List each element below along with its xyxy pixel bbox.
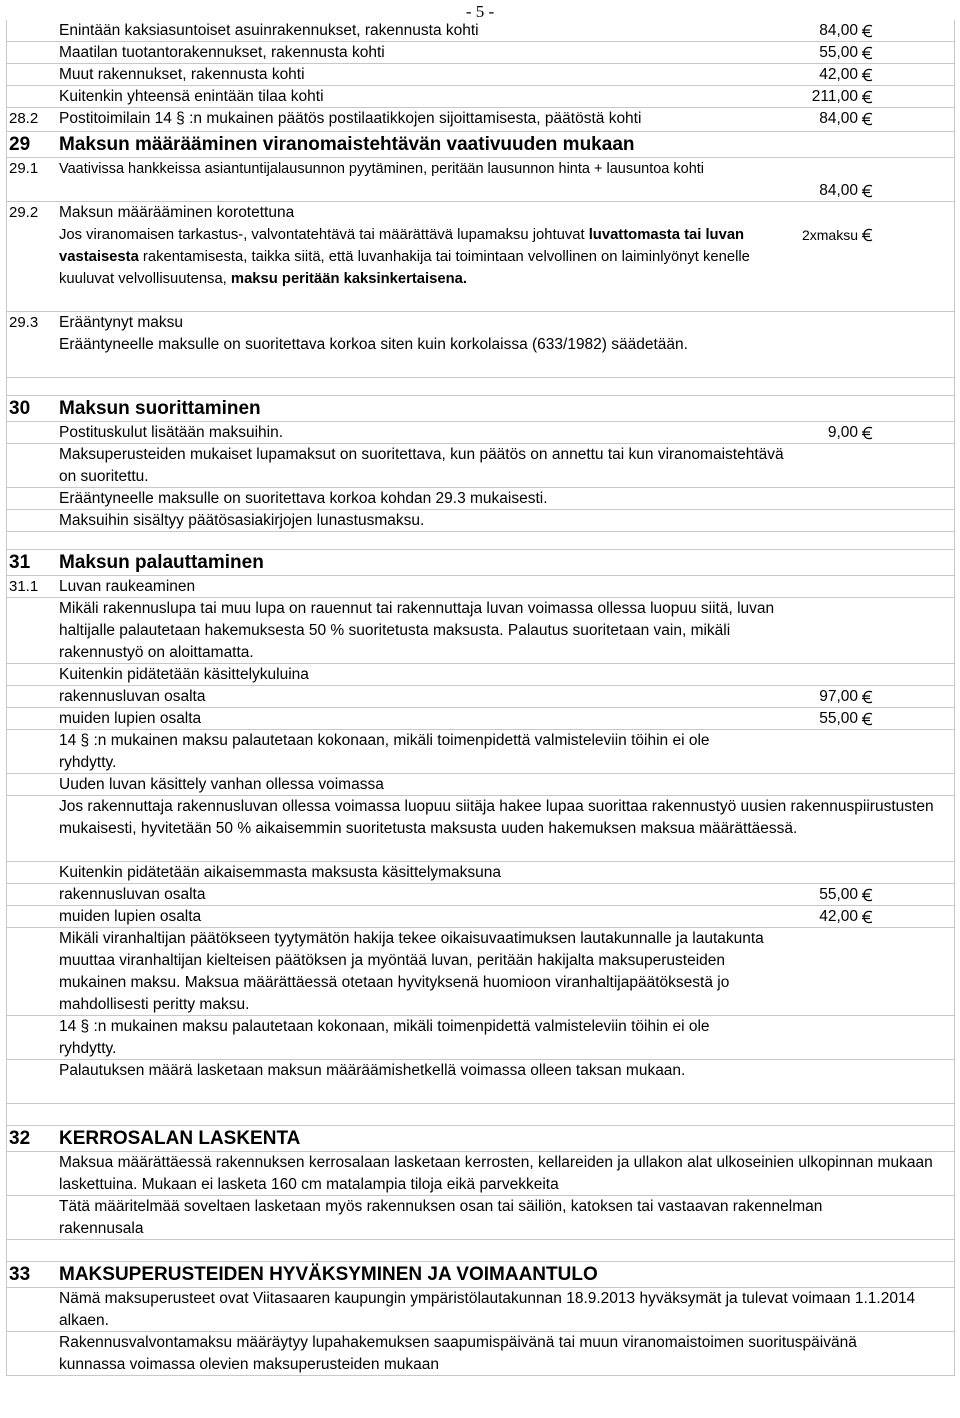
table-row — [7, 444, 955, 488]
euro-sign-icon — [862, 690, 874, 704]
table-row — [7, 64, 955, 86]
paragraph-text: Jos viranomaisen tarkastus-, valvontatehtävä tai määrättävä lupamaksu johtuvat — [59, 227, 585, 243]
section-heading-row — [7, 550, 955, 576]
row-value: 2xmaksu — [801, 227, 858, 243]
table-row — [7, 796, 955, 862]
table-row — [7, 1332, 955, 1376]
row-value: 42,00 — [819, 66, 858, 83]
row-text: Vaativissa hankkeissa asiantuntijalausunnon pyytäminen, peritään lausunnon hinta + lausuntoa kohti — [59, 161, 705, 177]
paragraph-bold-text: maksu peritään kaksinkertaisena. — [230, 271, 467, 287]
row-text: Rakennusvalvontamaksu määräytyy lupahakemuksen saapumispäivänä tai muun viranomaistoimen suorituspäivänä kunnassa voimassa olevien maksuperusteiden mukaan — [59, 1334, 857, 1373]
euro-sign-icon — [862, 24, 874, 38]
euro-sign-icon — [862, 888, 874, 902]
row-text: Maatilan tuotantorakennukset, rakennusta kohti — [59, 44, 385, 61]
section-number: 30 — [9, 398, 31, 419]
table-row — [7, 928, 955, 1016]
page-number: - 5 - — [465, 2, 495, 21]
row-text: Kuitenkin yhteensä enintään tilaa kohti — [59, 88, 324, 105]
section-title: MAKSUPERUSTEIDEN HYVÄKSYMINEN JA VOIMAANTULO — [59, 1264, 598, 1285]
row-text: Nämä maksuperusteet ovat Viitasaaren kaupungin ympäristölautakunnan 18.9.2013 hyväksymät ja tulevat voimaan 1.1.2014 alkaen. — [59, 1290, 916, 1329]
euro-sign-icon — [862, 426, 874, 440]
row-text: Postitoimilain 14 § :n mukainen päätös postilaatikkojen sijoittamisesta, päätöstä kohti — [59, 110, 642, 127]
spacer-row — [7, 378, 955, 396]
paragraph-bold-text: luvattomasta tai luvan vastaisesta — [59, 227, 745, 265]
row-value: 55,00 — [819, 710, 858, 727]
euro-sign-icon — [862, 228, 874, 242]
table-row — [7, 664, 955, 686]
spacer-row — [7, 1104, 955, 1126]
row-text: Maksua määrättäessä rakennuksen kerrosalaan lasketaan kerrosten, kellareiden ja ullakon alat ulkoseinien ulkopinnan mukaan laskettuina. Mukaan ei lasketa 160 cm matalampia tiloja eikä parvekkeita — [59, 1154, 933, 1193]
row-paragraph — [59, 224, 779, 290]
spacer-row — [7, 532, 955, 550]
row-value: 84,00 — [819, 22, 858, 39]
section-title: Maksun suorittaminen — [59, 398, 261, 419]
row-text: Erääntyneelle maksulle on suoritettava korkoa siten kuin korkolaissa (633/1982) säädetään. — [59, 336, 688, 353]
table-row — [7, 1196, 955, 1240]
row-value: 9,00 — [827, 424, 858, 441]
row-text: 14 § :n mukainen maksu palautetaan kokonaan, mikäli toimenpidettä valmisteleviin töihin ei ole ryhdytty. — [59, 1018, 710, 1057]
table-row — [7, 730, 955, 774]
item-number: 29.1 — [9, 160, 39, 177]
row-text: Jos rakennuttaja rakennusluvan ollessa voimassa luopuu siitäja hakee lupaa suorittaa rakennustyö uusien rakennuspiirustusten mukaisesti, hyvitetään 50 % aikaisemmin suoritetusta maksusta uuden hakemuksen maksua määrättäessä. — [59, 798, 934, 837]
row-text: rakennusluvan osalta — [59, 688, 206, 705]
row-text: Postituskulut lisätään maksuihin. — [59, 424, 284, 441]
row-value: 84,00 — [819, 110, 858, 127]
table-row — [7, 906, 955, 928]
table-row — [7, 576, 955, 598]
row-text: Mikäli viranhaltijan päätökseen tyytymätön hakija tekee oikaisuvaatimuksen lautakunnalle ja lautakunta muuttaa viranhaltijan kielteisen päätöksen ja myöntää luvan, peritään hakijalta maksuperusteiden mukainen maksu. Maksua määrättäessä otetaan hyvityksenä huomioon viranhaltijapäätöksestä jo mahdollisesti peritty maksu. — [59, 930, 764, 1013]
euro-sign-icon — [862, 184, 874, 198]
euro-sign-icon — [862, 90, 874, 104]
table-row — [7, 774, 955, 796]
row-value: 42,00 — [819, 908, 858, 925]
row-value: 84,00 — [819, 182, 858, 199]
row-text: Tätä määritelmää soveltaen lasketaan myös rakennuksen osan tai säiliön, katoksen tai vastaavan rakennelman rakennusala — [59, 1198, 823, 1237]
table-row — [7, 86, 955, 108]
table-row — [7, 862, 955, 884]
table-row — [7, 884, 955, 906]
section-heading-row — [7, 396, 955, 422]
table-row — [7, 202, 955, 312]
section-title: Maksun määrääminen viranomaistehtävän vaativuuden mukaan — [59, 134, 635, 155]
euro-sign-icon — [862, 46, 874, 60]
section-title: KERROSALAN LASKENTA — [59, 1128, 301, 1149]
section-number: 29 — [9, 134, 31, 155]
item-number: 29.3 — [9, 314, 39, 331]
row-text: muiden lupien osalta — [59, 710, 202, 727]
table-row — [7, 422, 955, 444]
section-heading-row — [7, 1262, 955, 1288]
paragraph-text: rakentamisesta, taikka siitä, että luvanhakija tai toimintaan velvollinen on laiminlyönyt kenelle kuuluvat velvollisuutensa, — [59, 249, 750, 287]
row-text: muiden lupien osalta — [59, 908, 202, 925]
section-number: 33 — [9, 1264, 31, 1285]
row-text: Maksuperusteiden mukaiset lupamaksut on suoritettava, kun päätös on annettu tai kun viranomaistehtävä on suoritettu. — [59, 446, 784, 485]
euro-sign-icon — [862, 112, 874, 126]
section-number: 32 — [9, 1128, 31, 1149]
section-title: Maksun palauttaminen — [59, 552, 264, 573]
row-text: 14 § :n mukainen maksu palautetaan kokonaan, mikäli toimenpidettä valmisteleviin töihin ei ole ryhdytty. — [59, 732, 710, 771]
row-value: 55,00 — [819, 886, 858, 903]
row-title: Maksun määrääminen korotettuna — [59, 204, 295, 221]
row-text: Enintään kaksiasuntoiset asuinrakennukset, rakennusta kohti — [59, 22, 479, 39]
table-row — [7, 1152, 955, 1196]
table-row — [7, 686, 955, 708]
row-title: Erääntynyt maksu — [59, 314, 184, 331]
section-heading-row — [7, 1126, 955, 1152]
table-row — [7, 1060, 955, 1104]
fee-table — [6, 20, 955, 1376]
table-row — [7, 708, 955, 730]
section-heading-row — [7, 132, 955, 158]
row-text: Palautuksen määrä lasketaan maksun määräämishetkellä voimassa olleen taksan mukaan. — [59, 1062, 686, 1079]
row-text: Kuitenkin pidätetään käsittelykuluina — [59, 666, 309, 683]
table-row — [7, 488, 955, 510]
row-value: 55,00 — [819, 44, 858, 61]
row-value: 211,00 — [811, 88, 858, 105]
euro-sign-icon — [862, 68, 874, 82]
row-text: rakennusluvan osalta — [59, 886, 206, 903]
table-row — [7, 20, 955, 42]
table-row — [7, 108, 955, 132]
row-text: Kuitenkin pidätetään aikaisemmasta maksusta käsittelymaksuna — [59, 864, 501, 881]
table-row — [7, 1288, 955, 1332]
row-value: 97,00 — [819, 688, 858, 705]
table-row — [7, 598, 955, 664]
row-text: Maksuihin sisältyy päätösasiakirjojen lunastusmaksu. — [59, 512, 425, 529]
row-text: Mikäli rakennuslupa tai muu lupa on rauennut tai rakennuttaja luvan voimassa ollessa luopuu siitä, luvan haltijalle palautetaan hakemuksesta 50 % suoritetusta maksusta. Palautus suoritetaan vain, mikäli rakennustyö on aloittamatta. — [59, 600, 775, 661]
euro-sign-icon — [862, 910, 874, 924]
item-number: 29.2 — [9, 204, 39, 221]
section-number: 31 — [9, 552, 31, 573]
item-number: 31.1 — [9, 578, 39, 595]
table-row — [7, 158, 955, 202]
table-row — [7, 42, 955, 64]
spacer-row — [7, 1240, 955, 1262]
row-text: Luvan raukeaminen — [59, 578, 196, 595]
table-row — [7, 312, 955, 378]
row-text: Uuden luvan käsittely vanhan ollessa voimassa — [59, 776, 384, 793]
row-text: Erääntyneelle maksulle on suoritettava korkoa kohdan 29.3 mukaisesti. — [59, 490, 548, 507]
row-text: Muut rakennukset, rakennusta kohti — [59, 66, 305, 83]
table-row — [7, 1016, 955, 1060]
euro-sign-icon — [862, 712, 874, 726]
table-row — [7, 510, 955, 532]
item-number: 28.2 — [9, 110, 39, 127]
